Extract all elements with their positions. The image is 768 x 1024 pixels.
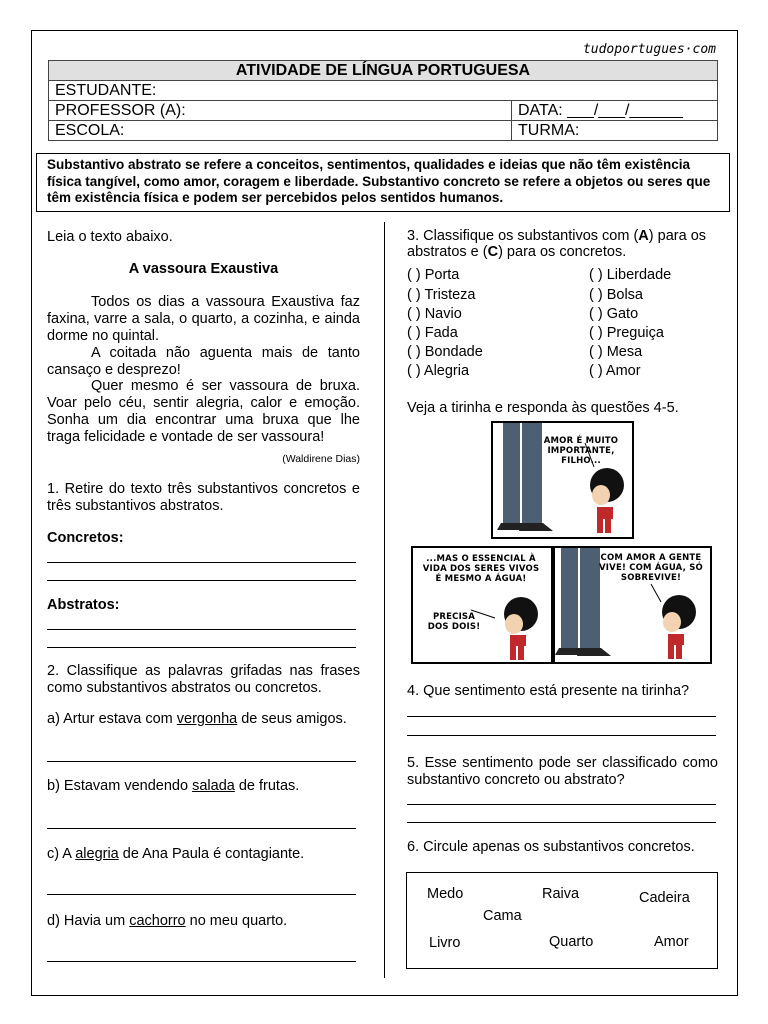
question-6: 6. Circule apenas os substantivos concretos. (407, 839, 695, 855)
classify-item[interactable]: ( ) Mesa (589, 344, 643, 360)
classify-item[interactable]: ( ) Bondade (407, 344, 483, 360)
answer-line[interactable] (47, 629, 356, 630)
student-field[interactable]: ESTUDANTE: (49, 81, 718, 101)
answer-line[interactable] (47, 761, 356, 762)
speech-bubble: COM AMOR A GENTE VIVE! COM ÁGUA, SÓ SOBREVIVE! (599, 553, 703, 583)
concretos-label: Concretos: (47, 530, 124, 546)
comic-panel-3 (553, 546, 712, 664)
speech-bubble: PRECISA DOS DOIS! (427, 612, 481, 632)
word-option[interactable]: Medo (427, 886, 464, 902)
answer-line[interactable] (407, 735, 716, 736)
story-paragraph-3: Quer mesmo é ser vassoura de bruxa. Voar pelo céu, sentir alegria, calor e emoção. Sonha um dia encontrar uma bruxa que lhe traga felicidade e vontade de ser vassoura! (47, 378, 360, 445)
story-author: (Waldirene Dias) (282, 453, 360, 465)
header-table (48, 60, 718, 141)
word-option[interactable]: Livro (429, 935, 461, 951)
answer-line[interactable] (47, 562, 356, 563)
classify-item[interactable]: ( ) Liberdade (589, 267, 672, 283)
word-option[interactable]: Amor (654, 934, 689, 950)
word-option[interactable]: Raiva (542, 886, 580, 902)
underlined-word: cachorro (129, 913, 186, 929)
classify-item[interactable]: ( ) Preguiça (589, 325, 664, 341)
story-paragraph-1: Todos os dias a vassoura Exaustiva faz faxina, varre a sala, o quarto, a cozinha, e ainda dorme no quintal. (47, 294, 360, 344)
item-a: a) Artur estava com vergonha de seus amigos. (47, 711, 347, 727)
word-option[interactable]: Quarto (549, 934, 594, 950)
classify-item[interactable]: ( ) Amor (589, 363, 641, 379)
item-c: c) A alegria de Ana Paula é contagiante. (47, 846, 305, 862)
column-divider (384, 222, 385, 978)
comic-panel-1 (491, 421, 634, 539)
class-field[interactable]: TURMA: (512, 121, 718, 141)
school-field[interactable]: ESCOLA: (49, 121, 512, 141)
question-4: 4. Que sentimento está presente na tirinha? (407, 683, 690, 699)
story-title: A vassoura Exaustiva (128, 261, 279, 277)
answer-line[interactable] (407, 822, 716, 823)
underlined-word: alegria (75, 846, 119, 862)
classify-item[interactable]: ( ) Fada (407, 325, 458, 341)
question-5: 5. Esse sentimento pode ser classificado como substantivo concreto ou abstrato? (407, 755, 718, 788)
classify-item[interactable]: ( ) Alegria (407, 363, 470, 379)
answer-line[interactable] (47, 647, 356, 648)
abstratos-label: Abstratos: (47, 597, 120, 613)
underlined-word: salada (192, 778, 235, 794)
answer-line[interactable] (47, 580, 356, 581)
answer-line[interactable] (47, 961, 356, 962)
activity-title: ATIVIDADE DE LÍNGUA PORTUGUESA (49, 61, 718, 81)
classify-item[interactable]: ( ) Tristeza (407, 287, 476, 303)
teacher-field[interactable]: PROFESSOR (A): (49, 101, 512, 121)
story-paragraph-2: A coitada não aguenta mais de tanto cansaço e desprezo! (47, 345, 360, 378)
question-2: 2. Classifique as palavras grifadas nas frases como substantivos abstratos ou concretos. (47, 663, 360, 696)
question-1: 1. Retire do texto três substantivos concretos e três substantivos abstratos. (47, 481, 360, 514)
speech-bubble: ...MAS O ESSENCIAL À VIDA DOS SERES VIVOS É MESMO A ÁGUA! (422, 554, 540, 584)
read-instruction: Leia o texto abaixo. (47, 229, 173, 245)
classify-item[interactable]: ( ) Bolsa (589, 287, 643, 303)
answer-line[interactable] (407, 804, 716, 805)
underlined-word: vergonha (176, 711, 238, 727)
comic-instruction: Veja a tirinha e responda às questões 4-5. (407, 400, 679, 416)
answer-line[interactable] (47, 828, 356, 829)
item-b: b) Estavam vendendo salada de frutas. (47, 778, 300, 794)
question-3-cont: abstratos e (C) para os concretos. (407, 244, 627, 260)
date-field[interactable]: DATA: ___/___/______ (512, 101, 718, 121)
word-option[interactable]: Cadeira (639, 890, 690, 906)
word-option[interactable]: Cama (483, 908, 522, 924)
speech-bubble: AMOR É MUITO IMPORTANTE, FILHO... (543, 436, 619, 466)
comic-panel-2 (411, 546, 553, 664)
question-3: 3. Classifique os substantivos com (A) para os (407, 228, 707, 244)
definition-box: Substantivo abstrato se refere a conceitos, sentimentos, qualidades e ideias que não têm existência física tangível, como amor, coragem e liberdade. Substantivo concreto se refere a objetos ou seres que têm existência física e podem ser percebidos pelos sentidos humanos. (36, 153, 730, 212)
item-d: d) Havia um cachorro no meu quarto. (47, 913, 288, 929)
site-watermark: tudoportugues·com (582, 42, 716, 57)
classify-item[interactable]: ( ) Navio (407, 306, 462, 322)
classify-item[interactable]: ( ) Gato (589, 306, 639, 322)
answer-line[interactable] (407, 716, 716, 717)
classify-item[interactable]: ( ) Porta (407, 267, 460, 283)
answer-line[interactable] (47, 894, 356, 895)
